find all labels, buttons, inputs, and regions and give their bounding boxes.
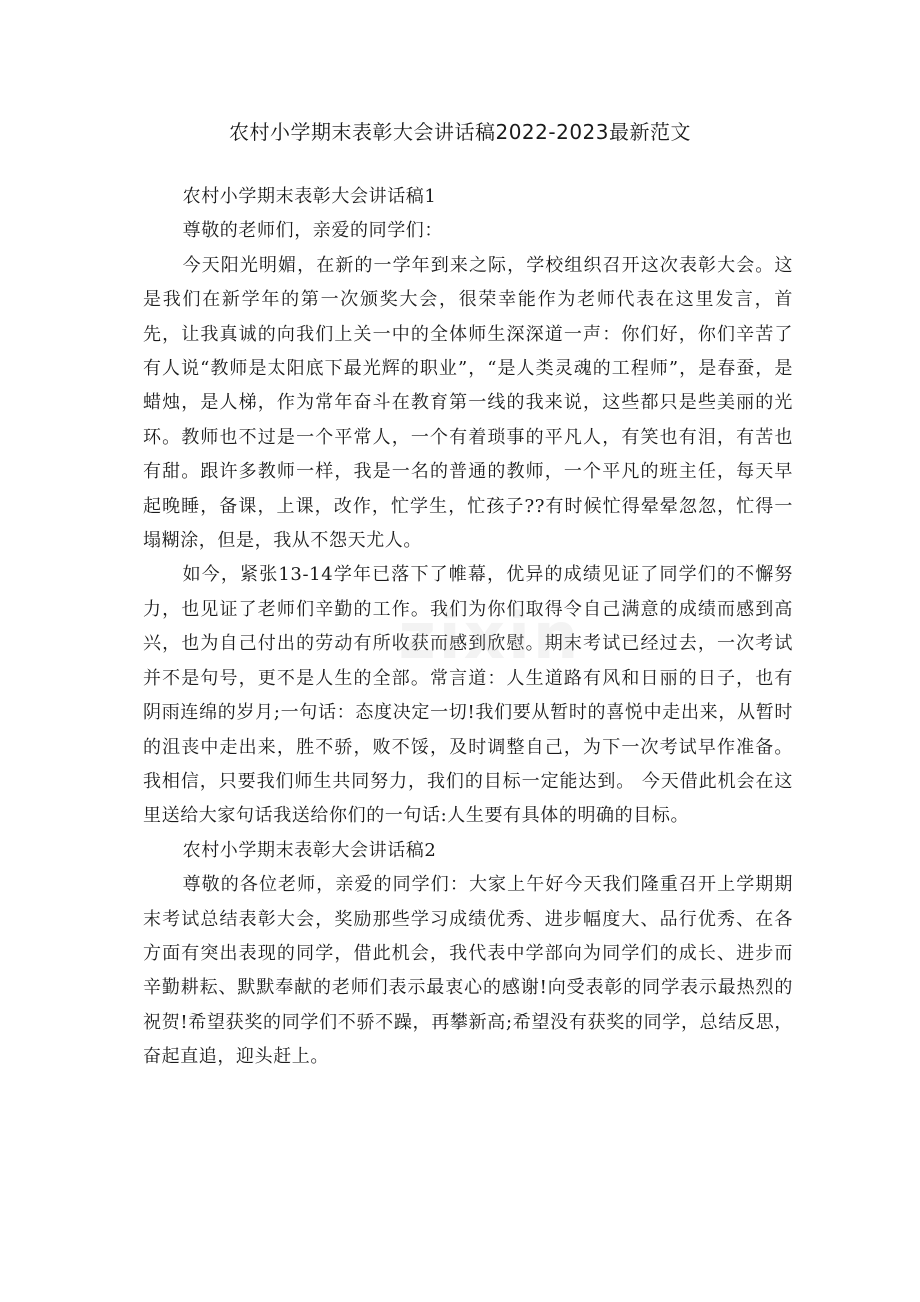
section-heading-1: 农村小学期末表彰大会讲话稿1: [182, 186, 437, 207]
salutation-1: 尊敬的老师们，亲爱的同学们：: [182, 220, 443, 242]
section-heading-2: 农村小学期末表彰大会讲话稿2: [182, 839, 437, 861]
body-paragraph: 尊敬的各位老师，亲爱的同学们：大家上午好今天我们隆重召开上学期期末考试总结表彰大会，奖励那些学习成绩优秀、进步幅度大、品行优秀、在各方面有突出表现的同学，借此机会，我代表中学部向为同学们的成长、进步而辛勤耕耘、默默奉献的老师们表示最衷心的感谢!向受表彰的同学表示最热烈的祝贺!希望获奖的同学们不骄不躁，再攀新高;希望没有获奖的同学，总结反思，奋起直追，迎头赶上。: [143, 874, 793, 1068]
body-paragraph: 如今，紧张13-14学年已落下了帷幕，优异的成绩见证了同学们的不懈努力，也见证了老师们辛勤的工作。我们为你们取得令自己满意的成绩而感到高兴，也为自己付出的劳动有所收获而感到欣慰。期末考试已经过去，一次考试并不是句号，更不是人生的全部。常言道：人生道路有风和日丽的日子，也有阴雨连绵的岁月;一句话：态度决定一切!我们要从暂时的喜悦中走出来，从暂时的沮丧中走出来，胜不骄，败不馁，及时调整自己，为下一次考试早作准备。我相信，只要我们师生共同努力，我们的目标一定能达到。 今天借此机会在这里送给大家句话我送给你们的一句话:人生要有具体的明确的目标。: [143, 564, 793, 827]
document-title: 农村小学期末表彰大会讲话稿2022-2023最新范文: [228, 120, 691, 144]
document-body: [143, 180, 793, 1075]
watermark: zixin: [398, 600, 582, 674]
body-paragraph: 今天阳光明媚，在新的一学年到来之际，学校组织召开这次表彰大会。这是我们在新学年的第一次颁奖大会，很荣幸能作为老师代表在这里发言，首先，让我真诚的向我们上关一中的全体师生深深道一声：你们好，你们辛苦了有人说“教师是太阳底下最光辉的职业”，“是人类灵魂的工程师”，是春蚕，是蜡烛，是人梯，作为常年奋斗在教育第一线的我来说，这些都只是些美丽的光环。教师也不过是一个平常人，一个有着琐事的平凡人，有笑也有泪，有苦也有甜。跟许多教师一样，我是一名的普通的教师，一个平凡的班主任，每天早起晚睡，备课，上课，改作，忙学生，忙孩子??有时候忙得晕晕忽忽，忙得一塌糊涂，但是，我从不怨天尤人。: [143, 254, 793, 552]
